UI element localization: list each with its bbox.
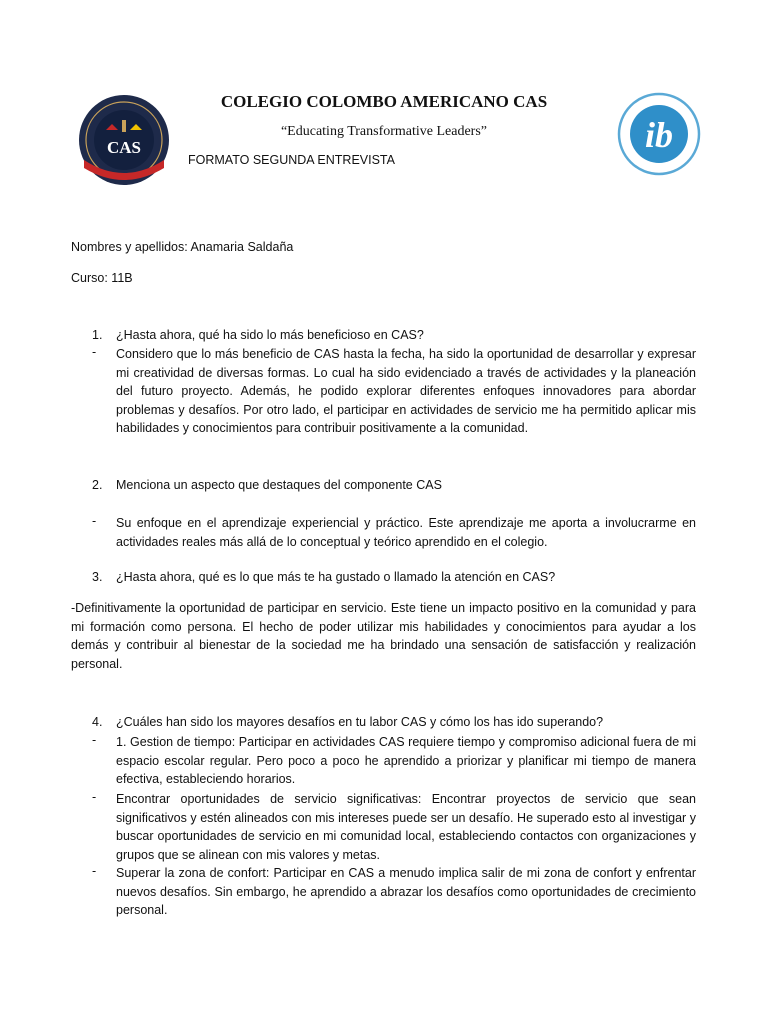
bullet-dash: - [92, 733, 97, 747]
answer-3-paragraph: -Definitivamente la oportunidad de participar en servicio. Este tiene un impacto positivo en la comunidad y para mi formación como persona. El hecho de poder utilizar mis habilidades y conocimientos para ayudar a los demás y contribuir al bienestar de la sociedad me ha brindado una sensación de satisfacción y realización personal. [71, 601, 696, 671]
question-text: ¿Hasta ahora, qué ha sido lo más beneficioso en CAS? [116, 328, 424, 342]
school-slogan: “Educating Transformative Leaders” [280, 124, 488, 139]
question-number: 2. [92, 478, 103, 492]
bullet-dash: - [92, 345, 97, 359]
bullet-dash: - [92, 790, 97, 804]
question-number: 4. [92, 715, 103, 729]
bullet-dash: - [92, 864, 97, 878]
answer-text: 1. Gestion de tiempo: Participar en actividades CAS requiere tiempo y compromiso adicional fuera de mi espacio escolar regular. Pero poco a poco he aprendido a priorizar y planificar mi tiempo de manera efectiva, estableciendo horarios. [116, 735, 696, 787]
question-number: 3. [92, 570, 103, 584]
answer-text: Encontrar oportunidades de servicio significativas: Encontrar proyectos de servicio que sean significativos y estén alineados con mis intereses puede ser un desafío. He superado esto al investigar y buscar oportunidades de servicio en mi comunidad local, estableciendo contactos con organizaciones y grupos que se alinean con mis valores y metas. [116, 792, 696, 862]
answer-4-bullet-1 [92, 733, 696, 789]
question-text: ¿Cuáles han sido los mayores desafíos en tu labor CAS y cómo los has ido superando? [116, 715, 604, 729]
question-text: ¿Hasta ahora, qué es lo que más te ha gustado o llamado la atención en CAS? [116, 570, 556, 584]
svg-text:ib: ib [644, 115, 674, 155]
answer-2-bullet [92, 514, 696, 551]
form-title: FORMATO SEGUNDA ENTREVISTA [188, 153, 395, 167]
question-number: 1. [92, 328, 103, 342]
answer-text: Su enfoque en el aprendizaje experiencial y práctico. Este aprendizaje me aporta a involucrarme en actividades reales más allá de lo conceptual y teórico aprendido en el colegio. [116, 516, 696, 549]
answer-text: Superar la zona de confort: Participar en CAS a menudo implica salir de mi zona de confort y enfrentar nuevos desafíos. Sin embargo, he aprendido a abrazar los desafíos como oportunidades de crecimiento personal. [116, 866, 696, 918]
answer-1-bullet [92, 345, 696, 438]
student-name-line: Nombres y apellidos: Anamaria Saldaña [71, 240, 294, 254]
question-text: Menciona un aspecto que destaques del componente CAS [116, 478, 442, 492]
course-line: Curso: 11B [71, 271, 133, 285]
answer-4-bullet-2 [92, 790, 696, 864]
svg-text:CAS: CAS [106, 138, 142, 157]
bullet-dash: - [92, 514, 97, 528]
school-title: COLEGIO COLOMBO AMERICANO CAS [220, 92, 548, 111]
answer-text: Considero que lo más beneficio de CAS hasta la fecha, ha sido la oportunidad de desarrollar y expresar mi creatividad de diversas formas. Lo cual ha sido evidenciado a través de actividades y la planeación del futuro proyecto. Además, he podido explorar diferentes enfoques innovadores para abordar problemas y desafíos. Por otro lado, el participar en actividades de servicio me ha permitido aplicar mis habilidades y conocimientos para contribuir positivamente a la comunidad. [116, 347, 696, 436]
answer-4-bullet-3 [92, 864, 696, 920]
